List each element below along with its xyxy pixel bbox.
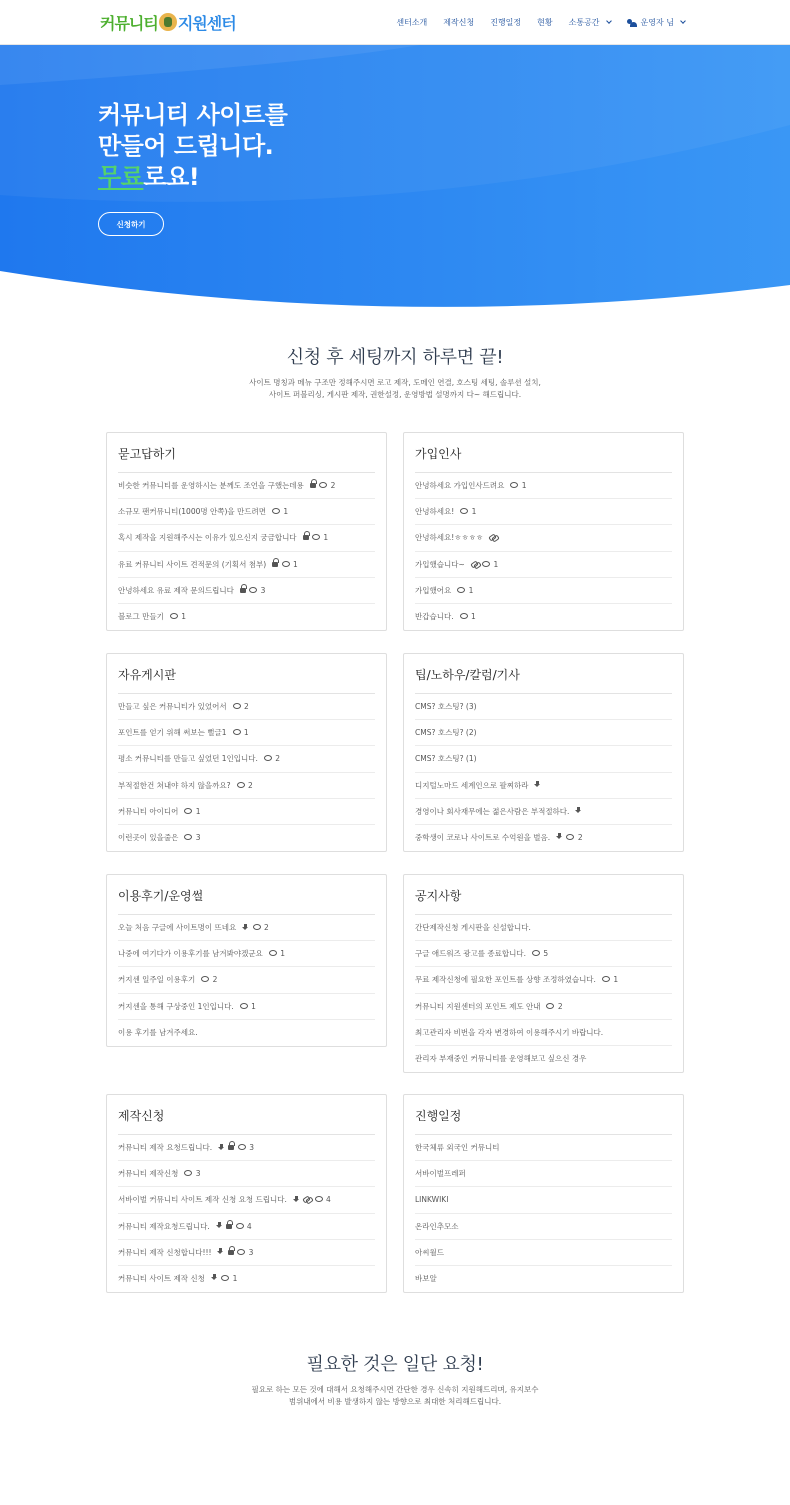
lock-icon — [303, 534, 309, 540]
board-post-list — [415, 1135, 672, 1292]
board-post-list — [118, 473, 375, 630]
comment-icon — [236, 1223, 244, 1229]
board-post-item[interactable] — [118, 1266, 375, 1292]
post-meta — [233, 702, 249, 711]
post-title: 가입했습니다~ — [415, 559, 465, 569]
section2-desc — [0, 1384, 790, 1408]
lock-icon — [310, 482, 316, 488]
section1-desc-line2: 사이트 퍼블리싱, 게시판 제작, 권한설정, 운영방법 설명까지 다~ 해드립니다. — [268, 390, 522, 399]
post-title: 소규모 팬커뮤니티(1000명 안쪽)을 만드려면 — [118, 507, 267, 517]
post-meta — [293, 1195, 331, 1204]
board-title[interactable]: 공지사항 — [415, 877, 672, 915]
board-post-item[interactable] — [415, 552, 672, 578]
link-icon — [489, 534, 497, 540]
logo-emblem-icon — [159, 13, 177, 31]
board-post-item[interactable] — [118, 1020, 375, 1046]
comment-count: 1 — [323, 533, 329, 543]
comment-icon — [460, 613, 468, 619]
chevron-down-icon — [680, 18, 686, 24]
board-post-item[interactable] — [118, 552, 375, 578]
lock-icon — [228, 1249, 234, 1255]
lock-icon — [240, 587, 246, 593]
post-meta — [460, 507, 476, 516]
board-post-item[interactable] — [118, 915, 375, 941]
board-post-item[interactable] — [118, 967, 375, 993]
board-post-list — [118, 694, 375, 851]
hero-line2: 만들어 드립니다. — [98, 132, 274, 160]
comment-count: 1 — [283, 507, 289, 517]
post-title: 만들고 싶은 커뮤니티가 있었어서 — [118, 702, 227, 711]
menu-item-about[interactable]: 센터소개 — [396, 18, 428, 27]
post-title: 커뮤니티 제작 요청드립니다. — [118, 1143, 213, 1152]
link-icon — [471, 561, 479, 567]
board-post-item[interactable] — [415, 720, 672, 746]
board-post-item[interactable] — [415, 825, 672, 851]
post-meta — [217, 1248, 253, 1257]
comment-icon — [201, 976, 209, 982]
post-title: 안녕하세요 가입인사드려요 — [415, 481, 505, 490]
comment-icon — [602, 976, 610, 982]
board-post-item[interactable] — [415, 1046, 672, 1072]
board-card — [106, 874, 387, 1047]
comment-icon — [253, 924, 261, 930]
board-post-item[interactable] — [118, 499, 375, 525]
comment-count: 4 — [246, 1221, 252, 1231]
board-post-list — [415, 694, 672, 851]
comment-icon — [312, 534, 320, 540]
post-meta — [218, 1143, 254, 1152]
post-title: 간단제작신청 게시판을 신설합니다. — [415, 923, 531, 932]
board-post-item[interactable] — [118, 720, 375, 746]
board-post-item[interactable] — [118, 604, 375, 630]
post-title: 관리자 부재중인 커뮤니티를 운영해보고 싶으신 경우 — [415, 1053, 587, 1063]
comment-icon — [170, 613, 178, 619]
menu-item-schedule[interactable]: 진행일정 — [490, 18, 522, 27]
board-card — [106, 653, 387, 852]
post-meta — [556, 833, 583, 842]
post-title: LINKWIKI — [415, 1195, 449, 1205]
download-icon — [211, 1274, 218, 1281]
board-post-item[interactable] — [415, 499, 672, 525]
board-card — [403, 874, 684, 1073]
post-meta — [510, 481, 526, 490]
comment-count: 1 — [471, 507, 477, 517]
top-navbar — [0, 0, 790, 45]
board-post-item[interactable] — [415, 915, 672, 941]
post-meta — [184, 833, 200, 842]
post-title: 나중에 여기다가 이용후기를 남겨봐야겠군요 — [118, 949, 263, 959]
post-title: 서바이벌 커뮤니티 사이트 제작 신청 요청 드립니다. — [118, 1195, 287, 1205]
comment-count: 1 — [468, 585, 474, 595]
post-meta — [310, 481, 336, 490]
post-title: 블로그 만들기 — [118, 611, 164, 621]
post-title: 커뮤니티 사이트 제작 신청 — [118, 1273, 205, 1283]
board-card — [403, 1094, 684, 1293]
post-meta — [269, 949, 285, 958]
board-post-item[interactable] — [415, 799, 672, 825]
comment-count: 2 — [330, 481, 336, 490]
post-title: 가입했어요 — [415, 585, 452, 595]
download-icon — [217, 1248, 224, 1255]
comment-icon — [237, 1249, 245, 1255]
post-meta — [237, 781, 253, 790]
post-meta — [216, 1222, 252, 1231]
hero-headline — [98, 100, 287, 193]
comment-icon — [249, 587, 257, 593]
board-post-item[interactable] — [415, 1135, 672, 1161]
comment-icon — [238, 1144, 246, 1150]
post-title: 유료 커뮤니티 사이트 견적문의 (기획서 첨부) — [118, 559, 267, 569]
download-icon — [293, 1196, 300, 1203]
comment-count: 3 — [248, 1247, 254, 1257]
post-title: 한국체류 외국인 커뮤니티 — [415, 1143, 500, 1152]
post-meta — [575, 807, 583, 816]
post-title: 평소 커뮤니티를 만들고 싶었던 1인입니다. — [118, 754, 258, 764]
post-title: CMS? 호스팅? (2) — [415, 728, 477, 738]
menu-item-request[interactable]: 제작신청 — [443, 18, 475, 27]
board-card — [106, 432, 387, 631]
board-post-item[interactable] — [118, 773, 375, 799]
post-title: 경영이나 회사재무에는 젊은사람은 부적절하다. — [415, 806, 570, 816]
comment-icon — [457, 587, 465, 593]
post-meta — [460, 612, 476, 621]
comment-icon — [184, 808, 192, 814]
board-post-item[interactable] — [118, 994, 375, 1020]
post-meta — [457, 586, 473, 595]
post-meta — [240, 1002, 256, 1011]
comment-count: 1 — [195, 806, 201, 816]
post-meta — [303, 533, 329, 542]
post-title: 이용 후기를 남겨주세요. — [118, 1027, 198, 1037]
post-title: CMS? 호스팅? (3) — [415, 702, 477, 711]
post-meta — [264, 754, 280, 763]
comment-count: 1 — [521, 481, 527, 490]
comment-count: 2 — [247, 780, 253, 790]
post-title: 안녕하세요! — [415, 507, 455, 517]
link-icon — [303, 1196, 311, 1202]
section2-desc-line1: 필요로 하는 모든 것에 대해서 요청해주시면 간단한 경우 신속히 지원해드리며, 유지보수 — [251, 1385, 539, 1394]
post-title: 커뮤니티 제작요청드립니다. — [118, 1221, 210, 1231]
apply-button[interactable]: 신청하기 — [98, 212, 164, 236]
comment-icon — [460, 508, 468, 514]
comment-icon — [532, 950, 540, 956]
comment-icon — [282, 561, 290, 567]
user-menu[interactable] — [627, 17, 685, 28]
download-icon — [575, 807, 582, 814]
board-title[interactable]: 자유게시판 — [118, 656, 375, 694]
board-post-item[interactable] — [415, 604, 672, 630]
comment-icon — [221, 1275, 229, 1281]
board-post-item[interactable] — [118, 1214, 375, 1240]
board-post-item[interactable] — [118, 1135, 375, 1161]
post-meta — [242, 923, 269, 932]
comment-count: 1 — [232, 1273, 238, 1283]
section1-desc — [0, 377, 790, 401]
lock-icon — [228, 1144, 234, 1150]
post-title: 비슷한 커뮤니티를 운영하시는 분께도 조언을 구했는데용 — [118, 481, 304, 490]
hero-free-highlight: 무료 — [98, 163, 144, 191]
post-meta — [184, 807, 200, 816]
post-meta — [272, 507, 288, 516]
board-card — [106, 1094, 387, 1293]
section2-desc-line2: 범위내에서 비용 발생하지 않는 방향으로 최대한 처리해드립니다. — [288, 1397, 502, 1406]
board-post-item[interactable] — [415, 941, 672, 967]
comment-count: 5 — [543, 949, 549, 959]
comment-icon — [237, 782, 245, 788]
board-post-item[interactable] — [118, 473, 375, 499]
comment-count: 4 — [326, 1195, 331, 1205]
post-title: 포인트를 얻기 위해 써보는 뻘글1 — [118, 728, 227, 738]
board-title[interactable]: 이용후기/운영썰 — [118, 877, 375, 915]
lock-icon — [272, 561, 278, 567]
post-title: 아씨월드 — [415, 1247, 444, 1257]
post-meta — [489, 533, 498, 542]
board-post-item[interactable] — [118, 578, 375, 604]
post-title: 중학생이 코로나 사이트로 수억원을 벌음. — [415, 832, 551, 842]
board-post-item[interactable] — [118, 1187, 375, 1213]
post-meta — [471, 560, 499, 569]
logo-text-part2: 지원센터 — [177, 13, 236, 33]
hero-line3-rest: 로요! — [143, 163, 200, 191]
post-title: 부적절한건 쳐내야 하지 않을까요? — [118, 780, 231, 790]
comment-count: 1 — [613, 975, 619, 985]
comment-icon — [546, 1003, 554, 1009]
board-title[interactable]: 가입인사 — [415, 435, 672, 473]
comment-icon — [233, 729, 241, 735]
post-meta — [201, 975, 217, 984]
download-icon — [216, 1222, 223, 1229]
post-title: 커뮤니티 아이디어 — [118, 806, 179, 816]
board-post-item[interactable] — [415, 1214, 672, 1240]
board-post-list — [118, 915, 375, 1046]
user-icon — [627, 19, 637, 27]
hero-line3 — [98, 162, 287, 193]
download-icon — [534, 781, 541, 788]
comment-count: 1 — [280, 949, 285, 959]
post-meta — [546, 1002, 562, 1011]
comment-icon — [272, 508, 280, 514]
chevron-down-icon — [606, 18, 612, 24]
post-meta — [233, 728, 249, 737]
comment-count: 1 — [493, 559, 499, 569]
comment-count: 1 — [471, 611, 476, 621]
comment-count: 2 — [275, 754, 281, 764]
board-post-item[interactable] — [415, 473, 672, 499]
board-post-item[interactable] — [415, 773, 672, 799]
board-post-item[interactable] — [118, 694, 375, 720]
comment-count: 1 — [243, 728, 249, 738]
comment-count: 1 — [251, 1001, 256, 1011]
board-post-item[interactable] — [118, 1161, 375, 1187]
post-title: 최고관리자 비번을 각자 변경하여 이용해주시기 바랍니다. — [415, 1027, 604, 1037]
board-post-item[interactable] — [415, 1240, 672, 1266]
comment-count: 3 — [249, 1143, 255, 1152]
board-post-item[interactable] — [415, 967, 672, 993]
post-meta — [184, 1169, 200, 1178]
post-meta — [211, 1274, 238, 1283]
board-title[interactable]: 묻고답하기 — [118, 435, 375, 473]
site-logo[interactable] — [100, 11, 236, 33]
post-title: 커지센 일주일 이용후기 — [118, 975, 196, 985]
post-meta — [272, 560, 298, 569]
post-title: 구글 애드워즈 광고를 종료합니다. — [415, 949, 526, 959]
comment-icon — [510, 482, 518, 488]
comment-icon — [184, 1170, 192, 1176]
board-title[interactable]: 제작신청 — [118, 1097, 375, 1135]
comment-icon — [233, 703, 241, 709]
comment-icon — [315, 1196, 323, 1202]
post-meta — [602, 975, 618, 984]
post-title: 디지털노마드 세계인으로 팔찌하라 — [415, 780, 529, 790]
board-post-item[interactable] — [118, 825, 375, 851]
post-title: CMS? 호스팅? (1) — [415, 754, 477, 764]
board-post-item[interactable] — [415, 1266, 672, 1292]
board-post-item[interactable] — [118, 525, 375, 551]
hero-line1: 커뮤니티 사이트를 — [98, 101, 288, 129]
board-post-item[interactable] — [118, 746, 375, 772]
post-meta — [534, 781, 542, 790]
logo-text-part1: 커뮤니티 — [100, 13, 158, 33]
board-post-item[interactable] — [415, 578, 672, 604]
board-post-item[interactable] — [415, 1187, 672, 1213]
post-meta — [240, 586, 266, 595]
board-post-item[interactable] — [118, 1240, 375, 1266]
section1-title: 신청 후 세팅까지 하루면 끝! — [286, 347, 504, 368]
hero-banner — [0, 45, 790, 315]
post-title: 서바이벌프레퍼 — [415, 1169, 466, 1179]
post-title: 오늘 처음 구글에 사이트명이 뜨네요 — [118, 923, 237, 932]
comment-count: 1 — [181, 611, 187, 621]
comment-icon — [482, 561, 490, 567]
download-icon — [242, 924, 249, 931]
comment-icon — [184, 834, 192, 840]
download-icon — [218, 1144, 225, 1151]
post-title: 커지센을 통해 구상중인 1인입니다. — [118, 1001, 234, 1011]
post-title: 무료 제작신청에 필요한 포인트를 상향 조정하였습니다. — [415, 975, 596, 985]
menu-item-community-label: 소통공간 — [568, 18, 600, 27]
board-post-item[interactable] — [415, 1020, 672, 1046]
user-menu-label: 운영자 님 — [640, 18, 674, 27]
comment-count: 3 — [260, 585, 266, 595]
board-post-item[interactable] — [415, 694, 672, 720]
board-title[interactable]: 진행일정 — [415, 1097, 672, 1135]
board-post-item[interactable] — [415, 994, 672, 1020]
post-title: 안녕하세요!ㅎㅎㅎㅎ — [415, 533, 484, 543]
board-title[interactable]: 팁/노하우/칼럼/기사 — [415, 656, 672, 694]
lock-icon — [226, 1223, 232, 1229]
board-post-item[interactable] — [415, 1161, 672, 1187]
board-post-item[interactable] — [118, 941, 375, 967]
post-title: 커뮤니티 지원센터의 포인트 제도 안내 — [415, 1001, 541, 1011]
comment-icon — [319, 482, 327, 488]
comment-count: 2 — [264, 923, 269, 932]
board-post-list — [118, 1135, 375, 1292]
post-title: 반갑습니다. — [415, 611, 454, 621]
comment-count: 2 — [212, 975, 218, 985]
post-title: 커뮤니티 제작 신청합니다!!! — [118, 1247, 212, 1257]
post-title: 혹시 제작을 지원해주시는 이유가 있으신지 궁금합니다 — [118, 533, 297, 543]
comment-count: 3 — [195, 832, 201, 842]
post-title: 안녕하세요 유료 제작 문의드립니다 — [118, 585, 234, 595]
section2-title: 필요한 것은 일단 요청! — [306, 1354, 484, 1375]
comment-icon — [566, 834, 574, 840]
menu-item-community[interactable] — [569, 17, 611, 28]
post-meta — [170, 612, 186, 621]
comment-icon — [264, 755, 272, 761]
main-menu — [396, 0, 685, 45]
download-icon — [556, 833, 563, 840]
comment-icon — [269, 950, 277, 956]
board-post-item[interactable] — [415, 746, 672, 772]
board-post-item[interactable] — [415, 525, 672, 551]
board-card — [403, 653, 684, 852]
board-card — [403, 432, 684, 631]
board-post-list — [415, 915, 672, 1072]
comment-count: 2 — [557, 1001, 563, 1011]
post-title: 커뮤니티 제작신청 — [118, 1169, 179, 1179]
section1-desc-line1: 사이트 명칭과 메뉴 구조만 정해주시면 로고 제작, 도메인 연결, 호스팅 세팅, 솔루션 설치, — [249, 378, 541, 387]
comment-count: 3 — [195, 1169, 201, 1179]
board-post-item[interactable] — [118, 799, 375, 825]
comment-count: 2 — [243, 702, 249, 711]
comment-icon — [240, 1003, 248, 1009]
post-title: 바보알 — [415, 1273, 437, 1283]
post-meta — [532, 949, 548, 958]
post-title: 온라인추모소 — [415, 1221, 459, 1231]
menu-item-status[interactable]: 현황 — [537, 18, 553, 27]
comment-count: 2 — [577, 832, 583, 842]
comment-count: 1 — [292, 559, 298, 569]
board-post-list — [415, 473, 672, 630]
post-title: 이런곳이 있을줄은 — [118, 832, 179, 842]
